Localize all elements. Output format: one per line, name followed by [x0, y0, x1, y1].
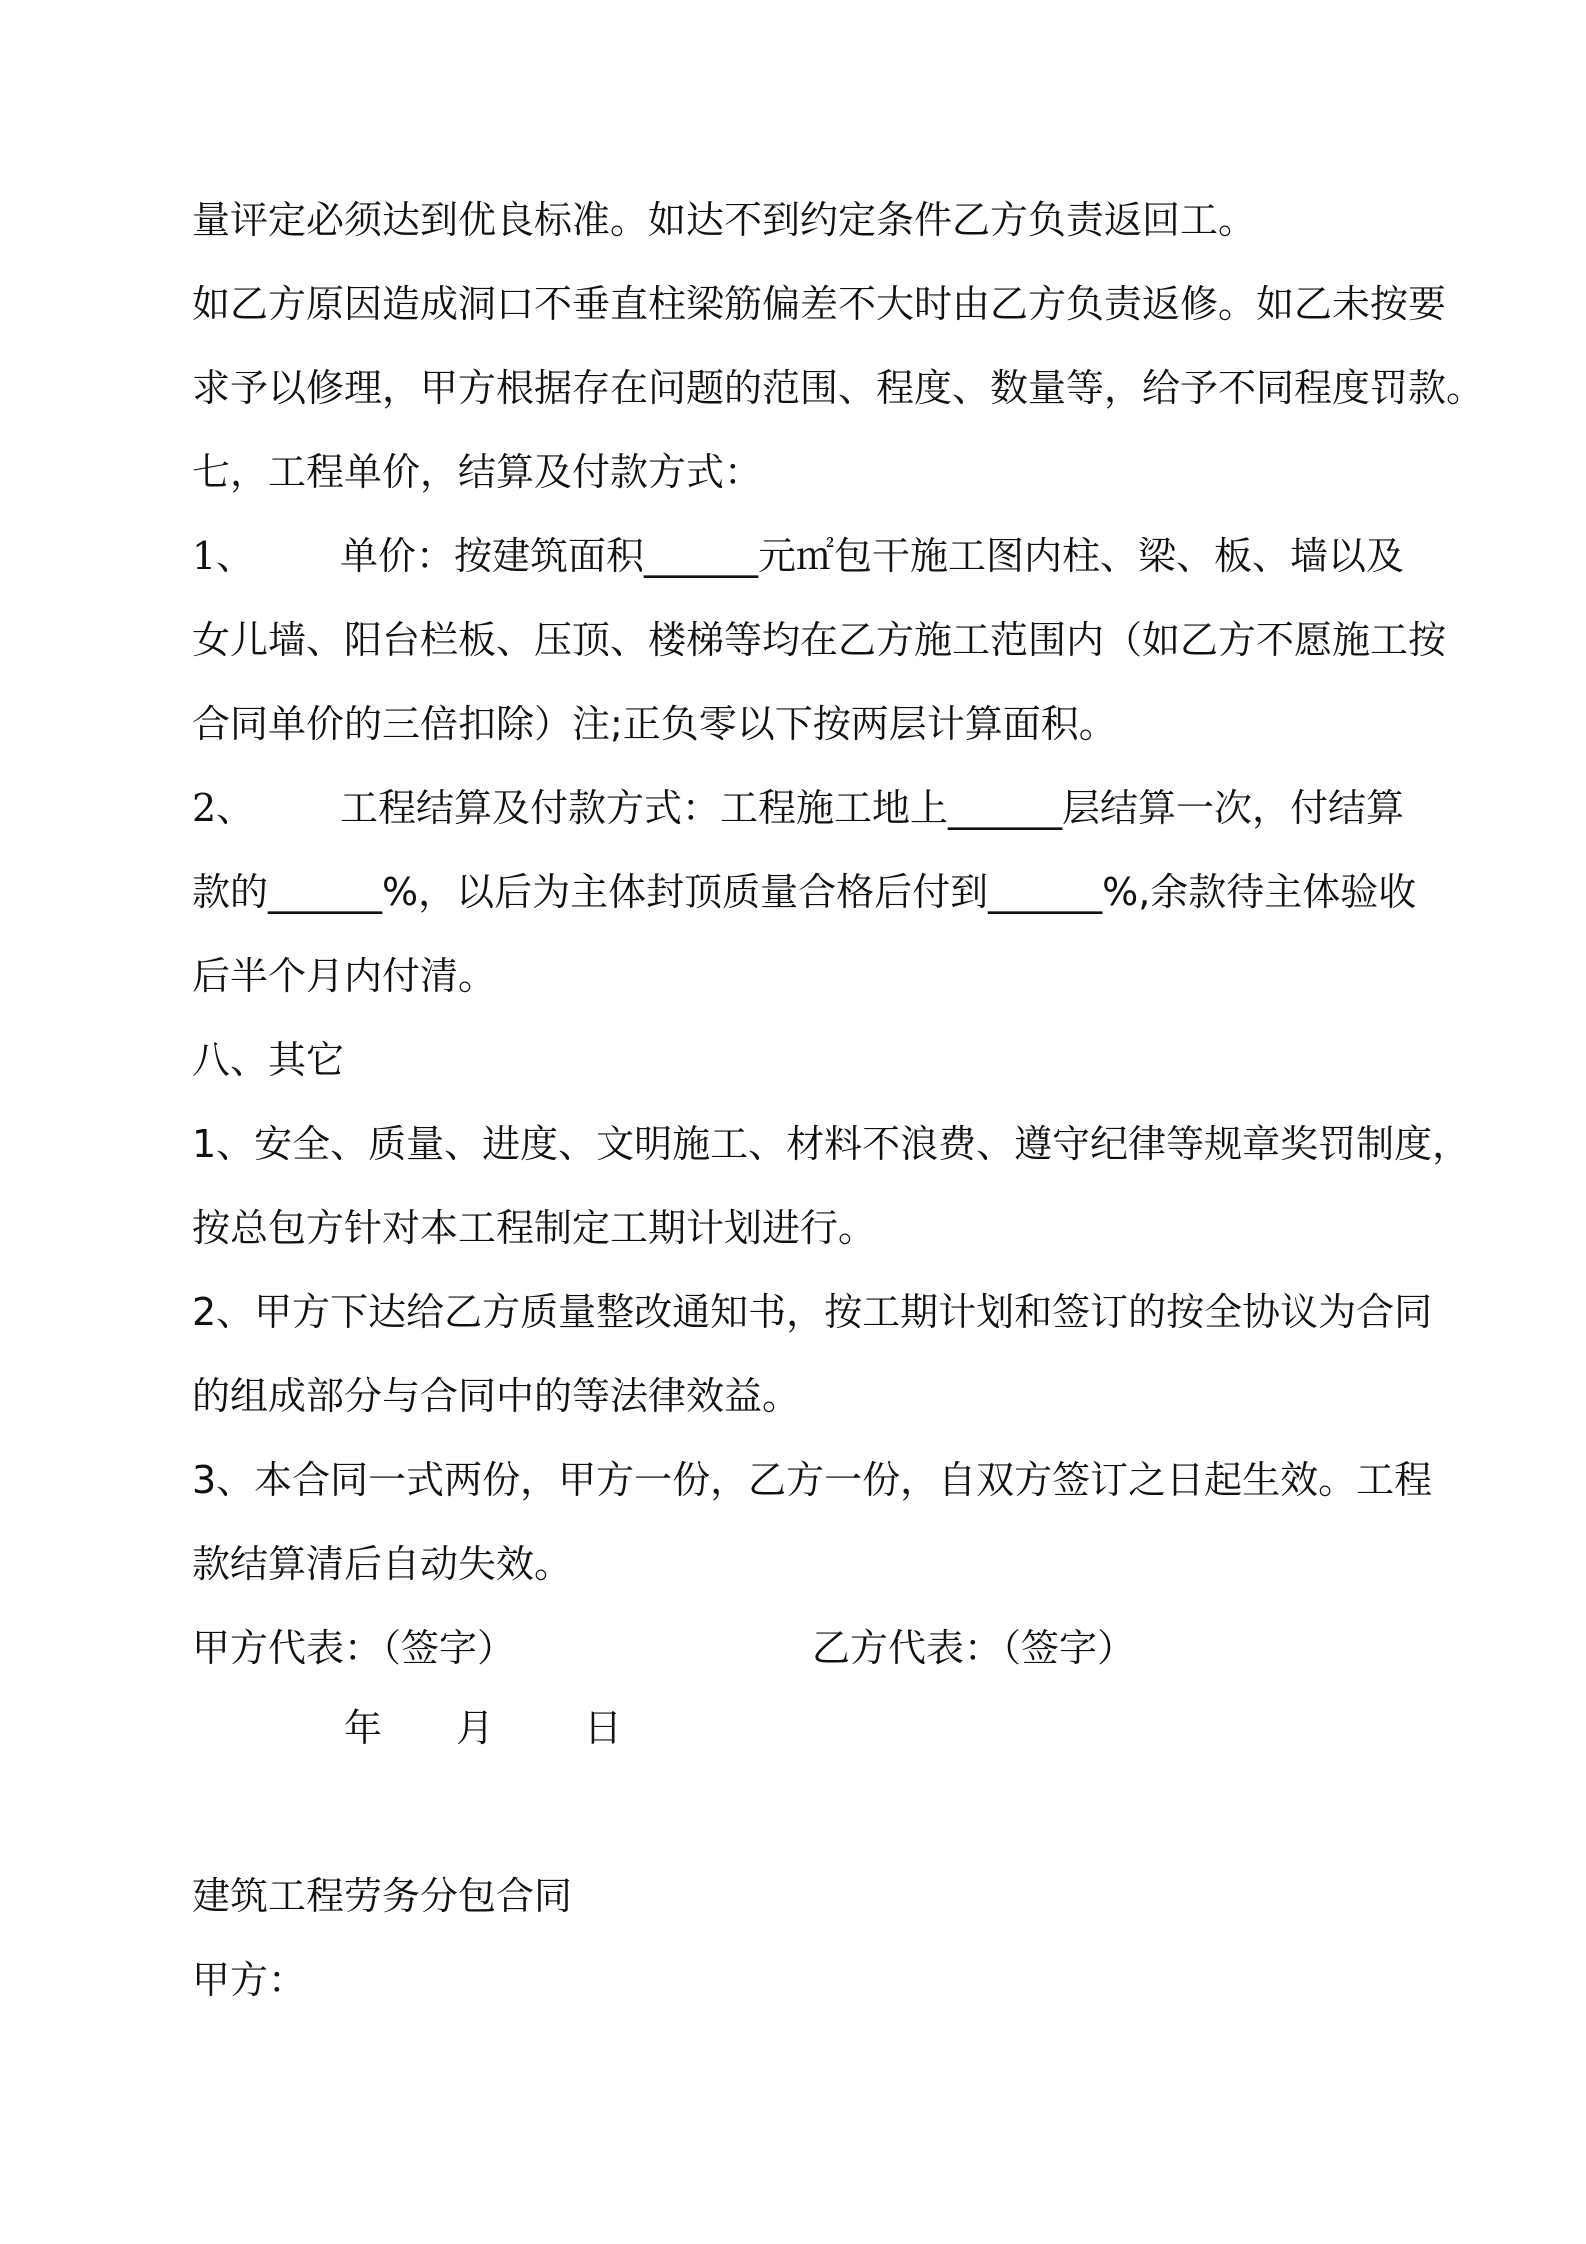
date-day-label: 日 — [584, 1706, 623, 1750]
section-heading: 八、其它 — [192, 1038, 345, 1082]
paragraph-line: 量评定必须达到优良标准。如达不到约定条件乙方负责返回工。 — [192, 198, 1257, 242]
paragraph-line: 款的______%，以后为主体封顶质量合格后付到______%,余款待主体验收 — [192, 870, 1417, 914]
party-a-label: 甲方： — [192, 1958, 307, 2002]
paragraph-line: 求予以修理，甲方根据存在问题的范围、程度、数量等，给予不同程度罚款。 — [192, 366, 1485, 410]
paragraph-line: 1、安全、质量、进度、文明施工、材料不浪费、遵守纪律等规章奖罚制度， — [192, 1122, 1471, 1166]
date-month-label: 月 — [456, 1706, 495, 1750]
item-number: 1、 — [192, 534, 255, 578]
next-document-title: 建筑工程劳务分包合同 — [192, 1874, 573, 1918]
paragraph-line: 3、本合同一式两份，甲方一份，乙方一份，自双方签订之日起生效。工程 — [192, 1458, 1433, 1502]
party-b-signature-label: 乙方代表：（签字） — [812, 1626, 1136, 1670]
item-number: 2、 — [192, 786, 255, 830]
paragraph-line: 后半个月内付清。 — [192, 954, 497, 998]
item-text: 工程结算及付款方式：工程施工地上______层结算一次，付结算 — [340, 786, 1405, 830]
date-line — [344, 1702, 622, 1754]
list-item — [192, 782, 1404, 834]
section-heading: 七，工程单价，结算及付款方式： — [192, 450, 763, 494]
paragraph-line: 按总包方针对本工程制定工期计划进行。 — [192, 1206, 877, 1250]
paragraph-line: 如乙方原因造成洞口不垂直柱梁筋偏差不大时由乙方负责返修。如乙未按要 — [192, 282, 1447, 326]
date-year-label: 年 — [344, 1706, 383, 1750]
party-a-signature-label: 甲方代表：（签字） — [192, 1626, 516, 1670]
paragraph-line: 款结算清后自动失效。 — [192, 1542, 573, 1586]
item-text: 单价：按建筑面积______元㎡包干施工图内柱、梁、板、墙以及 — [340, 534, 1405, 578]
paragraph-line: 2、甲方下达给乙方质量整改通知书，按工期计划和签订的按全协议为合同 — [192, 1290, 1433, 1334]
paragraph-line: 合同单价的三倍扣除）注;正负零以下按两层计算面积。 — [192, 702, 1117, 746]
paragraph-line: 的组成部分与合同中的等法律效益。 — [192, 1374, 801, 1418]
list-item — [192, 530, 1404, 582]
paragraph-line: 女儿墙、阳台栏板、压顶、楼梯等均在乙方施工范围内（如乙方不愿施工按 — [192, 618, 1447, 662]
